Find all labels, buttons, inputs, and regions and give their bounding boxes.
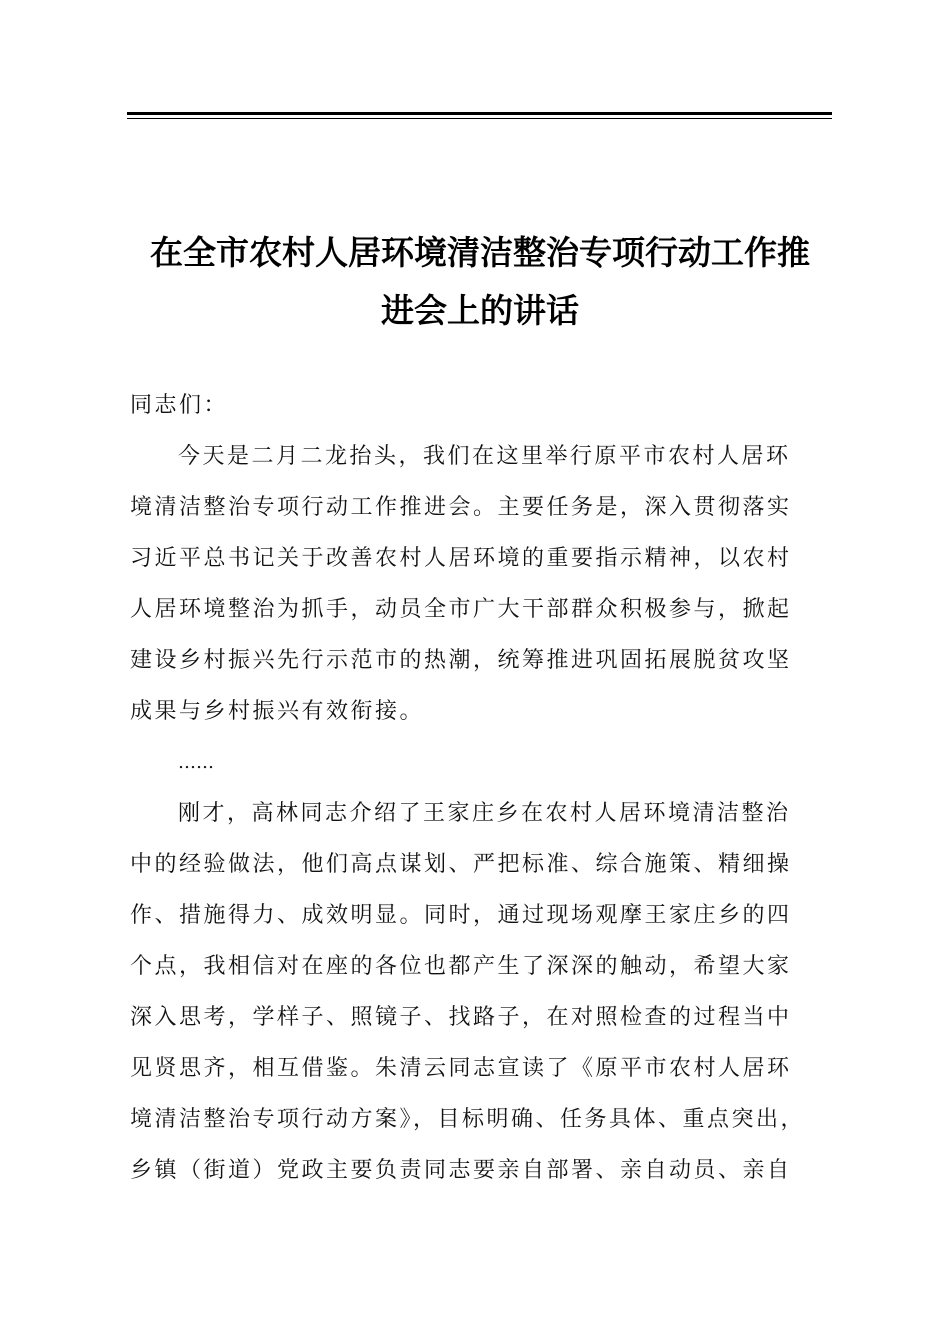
paragraph-line: 刚才，高林同志介绍了王家庄乡在农村人居环境清洁整治: [178, 801, 791, 826]
header-rule-thick: [127, 112, 832, 115]
document-title: [120, 224, 840, 340]
paragraph-line: 今天是二月二龙抬头，我们在这里举行原平市农村人居环: [178, 444, 791, 469]
title-line: 进会上的讲话: [381, 291, 579, 330]
salutation-block: [130, 380, 830, 431]
paragraph-line: 作、措施得力、成效明显。同时，通过现场观摩王家庄乡的四: [130, 903, 792, 928]
paragraph-line: 乡镇（街道）党政主要负责同志要亲自部署、亲自动员、亲自: [130, 1158, 792, 1183]
paragraph-line: 成果与乡村振兴有效衔接。: [130, 699, 425, 724]
paragraph-line: 人居环境整治为抓手，动员全市广大干部群众积极参与，掀起: [130, 597, 792, 622]
paragraph-line: 境清洁整治专项行动方案》，目标明确、任务具体、重点突出，: [130, 1107, 806, 1132]
paragraph-line: 境清洁整治专项行动工作推进会。主要任务是，深入贯彻落实: [130, 495, 792, 520]
paragraph-line: 中的经验做法，他们高点谋划、严把标准、综合施策、精细操: [130, 852, 792, 877]
paragraph-line: 习近平总书记关于改善农村人居环境的重要指示精神，以农村: [130, 546, 792, 571]
paragraph-line: 深入思考，学样子、照镜子、找路子，在对照检查的过程当中: [130, 1005, 792, 1030]
paragraph-1: [130, 431, 830, 737]
title-line: 在全市农村人居环境清洁整治专项行动工作推: [150, 233, 810, 272]
header-rule-thin: [127, 118, 832, 119]
document-body: [130, 380, 830, 1196]
paragraph-line: 个点，我相信对在座的各位也都产生了深深的触动，希望大家: [130, 954, 792, 979]
paragraph-line: 建设乡村振兴先行示范市的热潮，统筹推进巩固拓展脱贫攻坚: [130, 648, 792, 673]
ellipsis-block: [130, 737, 830, 788]
salutation: 同志们：: [130, 393, 229, 418]
ellipsis: ……: [178, 752, 214, 773]
paragraph-line: 见贤思齐，相互借鉴。朱清云同志宣读了《原平市农村人居环: [130, 1056, 792, 1081]
paragraph-2: [130, 788, 830, 1196]
